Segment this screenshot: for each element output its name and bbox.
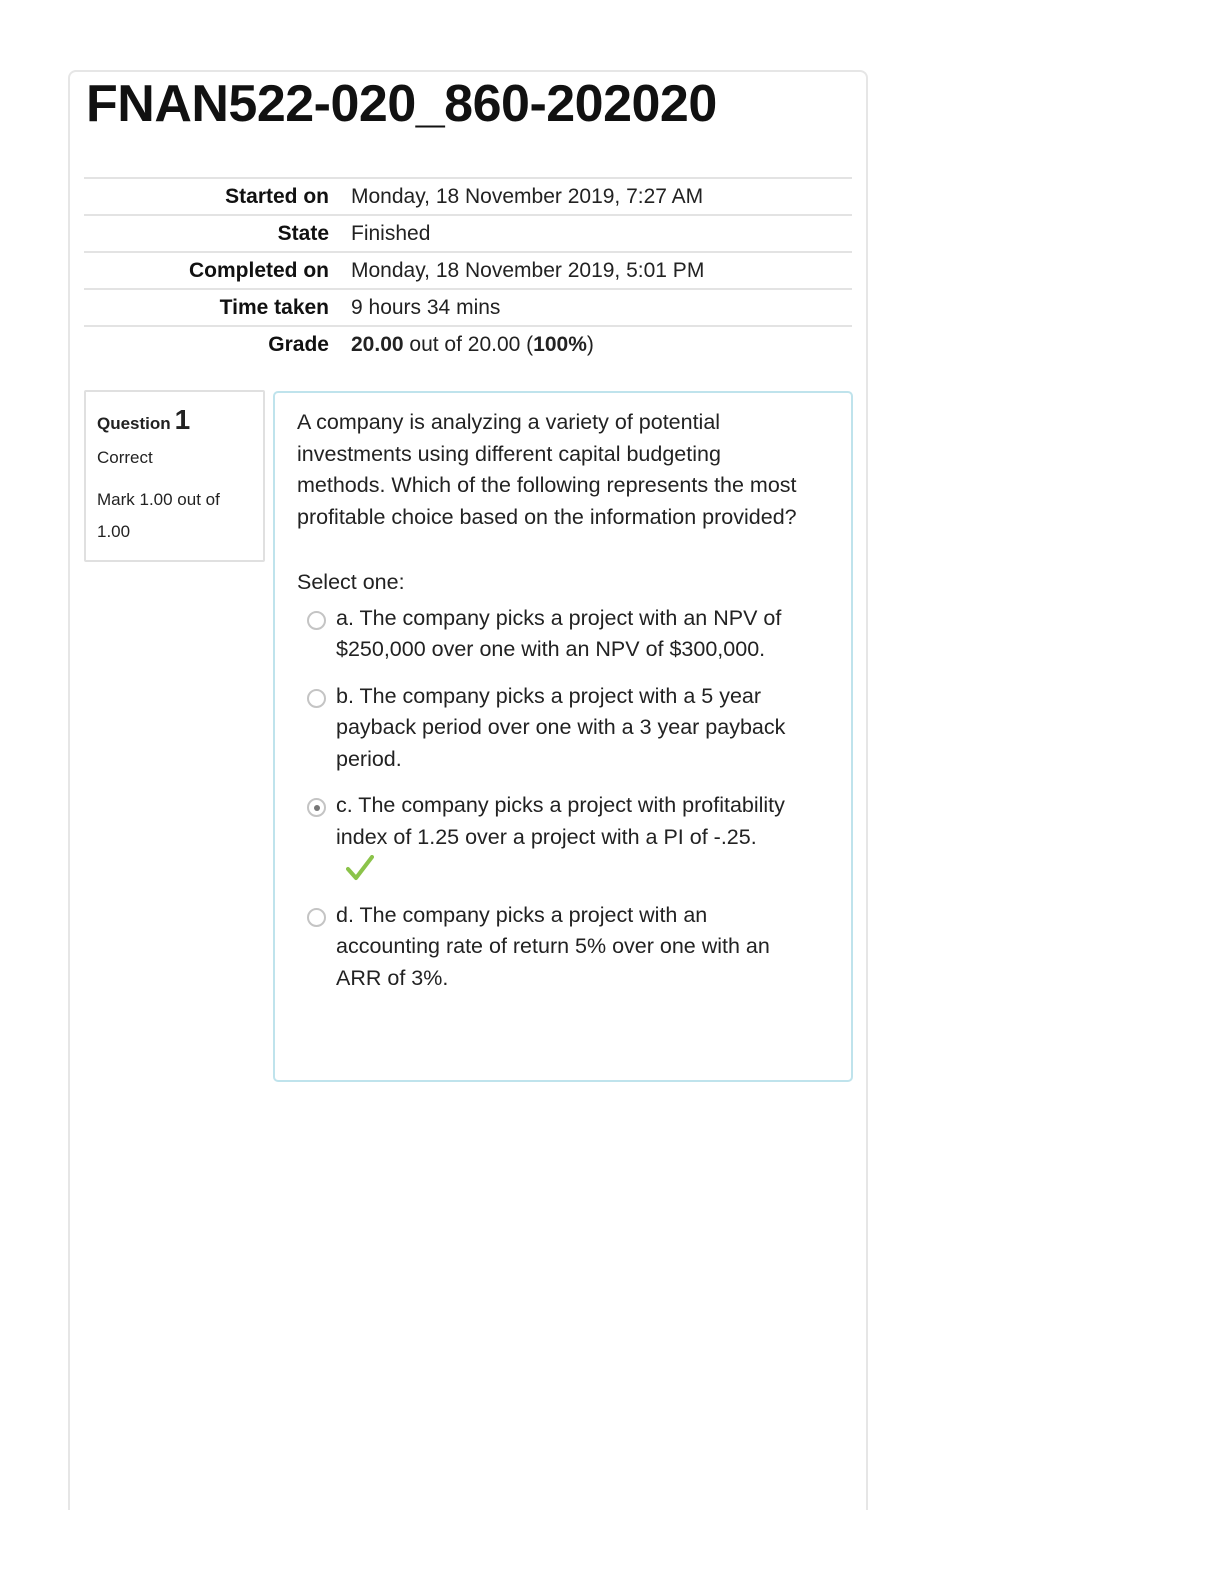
- answer-option-a[interactable]: [297, 603, 787, 666]
- question-content: [273, 391, 853, 1082]
- summary-label: Completed on: [189, 258, 329, 282]
- grade-out-of: out of 20.00 (: [403, 332, 534, 356]
- page-title: FNAN522-020_860-202020: [86, 75, 717, 133]
- summary-value: Monday, 18 November 2019, 5:01 PM: [351, 258, 705, 282]
- question-info-box: [84, 390, 265, 562]
- attempt-summary-table: [84, 177, 852, 362]
- radio-button-selected[interactable]: [307, 798, 326, 817]
- question-label: Question: [97, 414, 171, 433]
- summary-row-state: [84, 215, 852, 252]
- grade-score: 20.00: [351, 332, 404, 356]
- summary-label: State: [277, 221, 329, 245]
- grade-value: [351, 326, 852, 362]
- select-one-prompt: Select one:: [297, 570, 405, 594]
- summary-row-time-taken: [84, 289, 852, 326]
- answer-option-d[interactable]: [297, 900, 787, 995]
- grade-label: Grade: [268, 332, 329, 356]
- summary-value: 9 hours 34 mins: [351, 295, 501, 319]
- summary-label: Time taken: [219, 295, 329, 319]
- question-mark: Mark 1.00 out of 1.00: [97, 490, 220, 541]
- radio-button[interactable]: [307, 908, 326, 927]
- answer-list: [297, 603, 829, 995]
- question-heading: [97, 404, 252, 436]
- answer-text: b. The company picks a project with a 5 year payback period over one with a 3 year payback period.: [336, 683, 786, 771]
- grade-percent: 100%: [533, 332, 587, 356]
- checkmark-icon: [346, 855, 374, 881]
- summary-label: Started on: [225, 184, 329, 208]
- answer-text: d. The company picks a project with an accounting rate of return 5% over one with an ARR of 3%.: [336, 902, 770, 990]
- answer-text-wrap: [336, 790, 787, 885]
- question-number: 1: [174, 404, 191, 435]
- summary-row-grade: [84, 326, 852, 362]
- summary-value: Monday, 18 November 2019, 7:27 AM: [351, 184, 704, 208]
- question-text: A company is analyzing a variety of potential investments using different capital budgeting methods. Which of the following represents the most profitable choice based on the information provided?: [297, 410, 797, 529]
- question-state: Correct: [97, 448, 153, 467]
- answer-text: a. The company picks a project with an NPV of $250,000 over one with an NPV of $300,000.: [336, 605, 782, 661]
- grade-close: ): [586, 332, 594, 356]
- summary-row-completed: [84, 252, 852, 289]
- answer-text: c. The company picks a project with profitability index of 1.25 over a project with a PI of -.25.: [336, 793, 785, 849]
- answer-option-b[interactable]: [297, 681, 787, 776]
- summary-row-started: [84, 178, 852, 215]
- radio-button[interactable]: [307, 611, 326, 630]
- summary-value: Finished: [351, 221, 431, 245]
- answer-option-c[interactable]: [297, 790, 787, 885]
- radio-button[interactable]: [307, 689, 326, 708]
